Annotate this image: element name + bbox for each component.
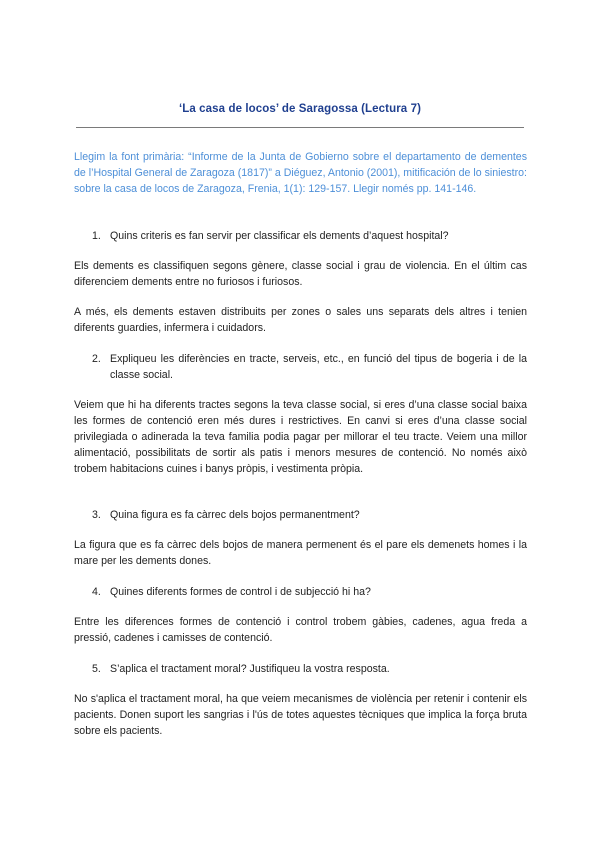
- question-4: [92, 584, 527, 600]
- source-reference: Llegim la font primària: “Informe de la Junta de Gobierno sobre el departamento de dementes de l’Hospital General de Zaragoza (1817)” a Diéguez, Antonio (2001), mitificación de lo siniestro: sobre la casa de locos de Zaragoza, Frenia, 1(1): 129-157. Llegir només pp. 141-146.: [74, 151, 527, 195]
- question-2-number: 2.: [92, 353, 101, 365]
- question-3: [92, 507, 527, 523]
- question-2-text: Expliqueu les diferències en tracte, serveis, etc., en funció del tipus de bogeria i de la classe social.: [110, 353, 527, 381]
- answer-1-paragraph-1: Els dements es classifiquen segons gènere, classe social i grau de violencia. En el últim cas diferenciem dements entre no furiosos i furiosos.: [74, 260, 527, 288]
- title-divider: [76, 127, 524, 128]
- answer-4-paragraph-1: Entre les diferences formes de contenció i control trobem gàbies, cadenes, agua freda a pressió, cadenes i camisses de contenció.: [74, 616, 527, 644]
- question-5-number: 5.: [92, 663, 101, 675]
- question-4-text: Quines diferents formes de control i de subjecció hi ha?: [110, 586, 371, 598]
- page-title: ‘La casa de locos’ de Saragossa (Lectura 7): [178, 103, 422, 115]
- question-5-text: S’aplica el tractament moral? Justifiqueu la vostra resposta.: [110, 663, 390, 675]
- question-3-number: 3.: [92, 509, 101, 521]
- question-1: [92, 228, 527, 244]
- question-2: [92, 351, 527, 383]
- question-3-text: Quina figura es fa càrrec dels bojos permanentment?: [110, 509, 360, 521]
- question-5: [92, 661, 527, 677]
- answer-1-paragraph-2: A més, els dements estaven distribuits per zones o sales uns separats dels altres i tenien diferents guardies, infermera i cuidadors.: [74, 306, 527, 334]
- question-1-number: 1.: [92, 230, 101, 242]
- question-1-text: Quins criteris es fan servir per classificar els dements d’aquest hospital?: [110, 230, 449, 242]
- answer-2-paragraph-1: Veiem que hi ha diferents tractes segons la teva classe social, si eres d’una classe social baixa les formes de contenció eren més dures i restrictives. En canvi si eres d’una classe social privilegiada o adinerada la teva familia podia pagar per millorar el teu tracte. Veiem una millor alimentació, possibilitats de sortir als patis i menors mesures de contenció. No només això trobem habitacions cuines i banys pròpis, i vestimenta pròpia.: [74, 399, 527, 475]
- answer-5-paragraph-1: No s'aplica el tractament moral, ha que veiem mecanismes de violència per retenir i contenir els pacients. Donen suport les sangrias i l'ús de totes aquestes tècniques que implica la força bruta sobre els pacients.: [74, 693, 527, 737]
- answer-3-paragraph-1: La figura que es fa càrrec dels bojos de manera permenent és el pare els demenets homes i la mare per les dements dones.: [74, 539, 527, 567]
- question-4-number: 4.: [92, 586, 101, 598]
